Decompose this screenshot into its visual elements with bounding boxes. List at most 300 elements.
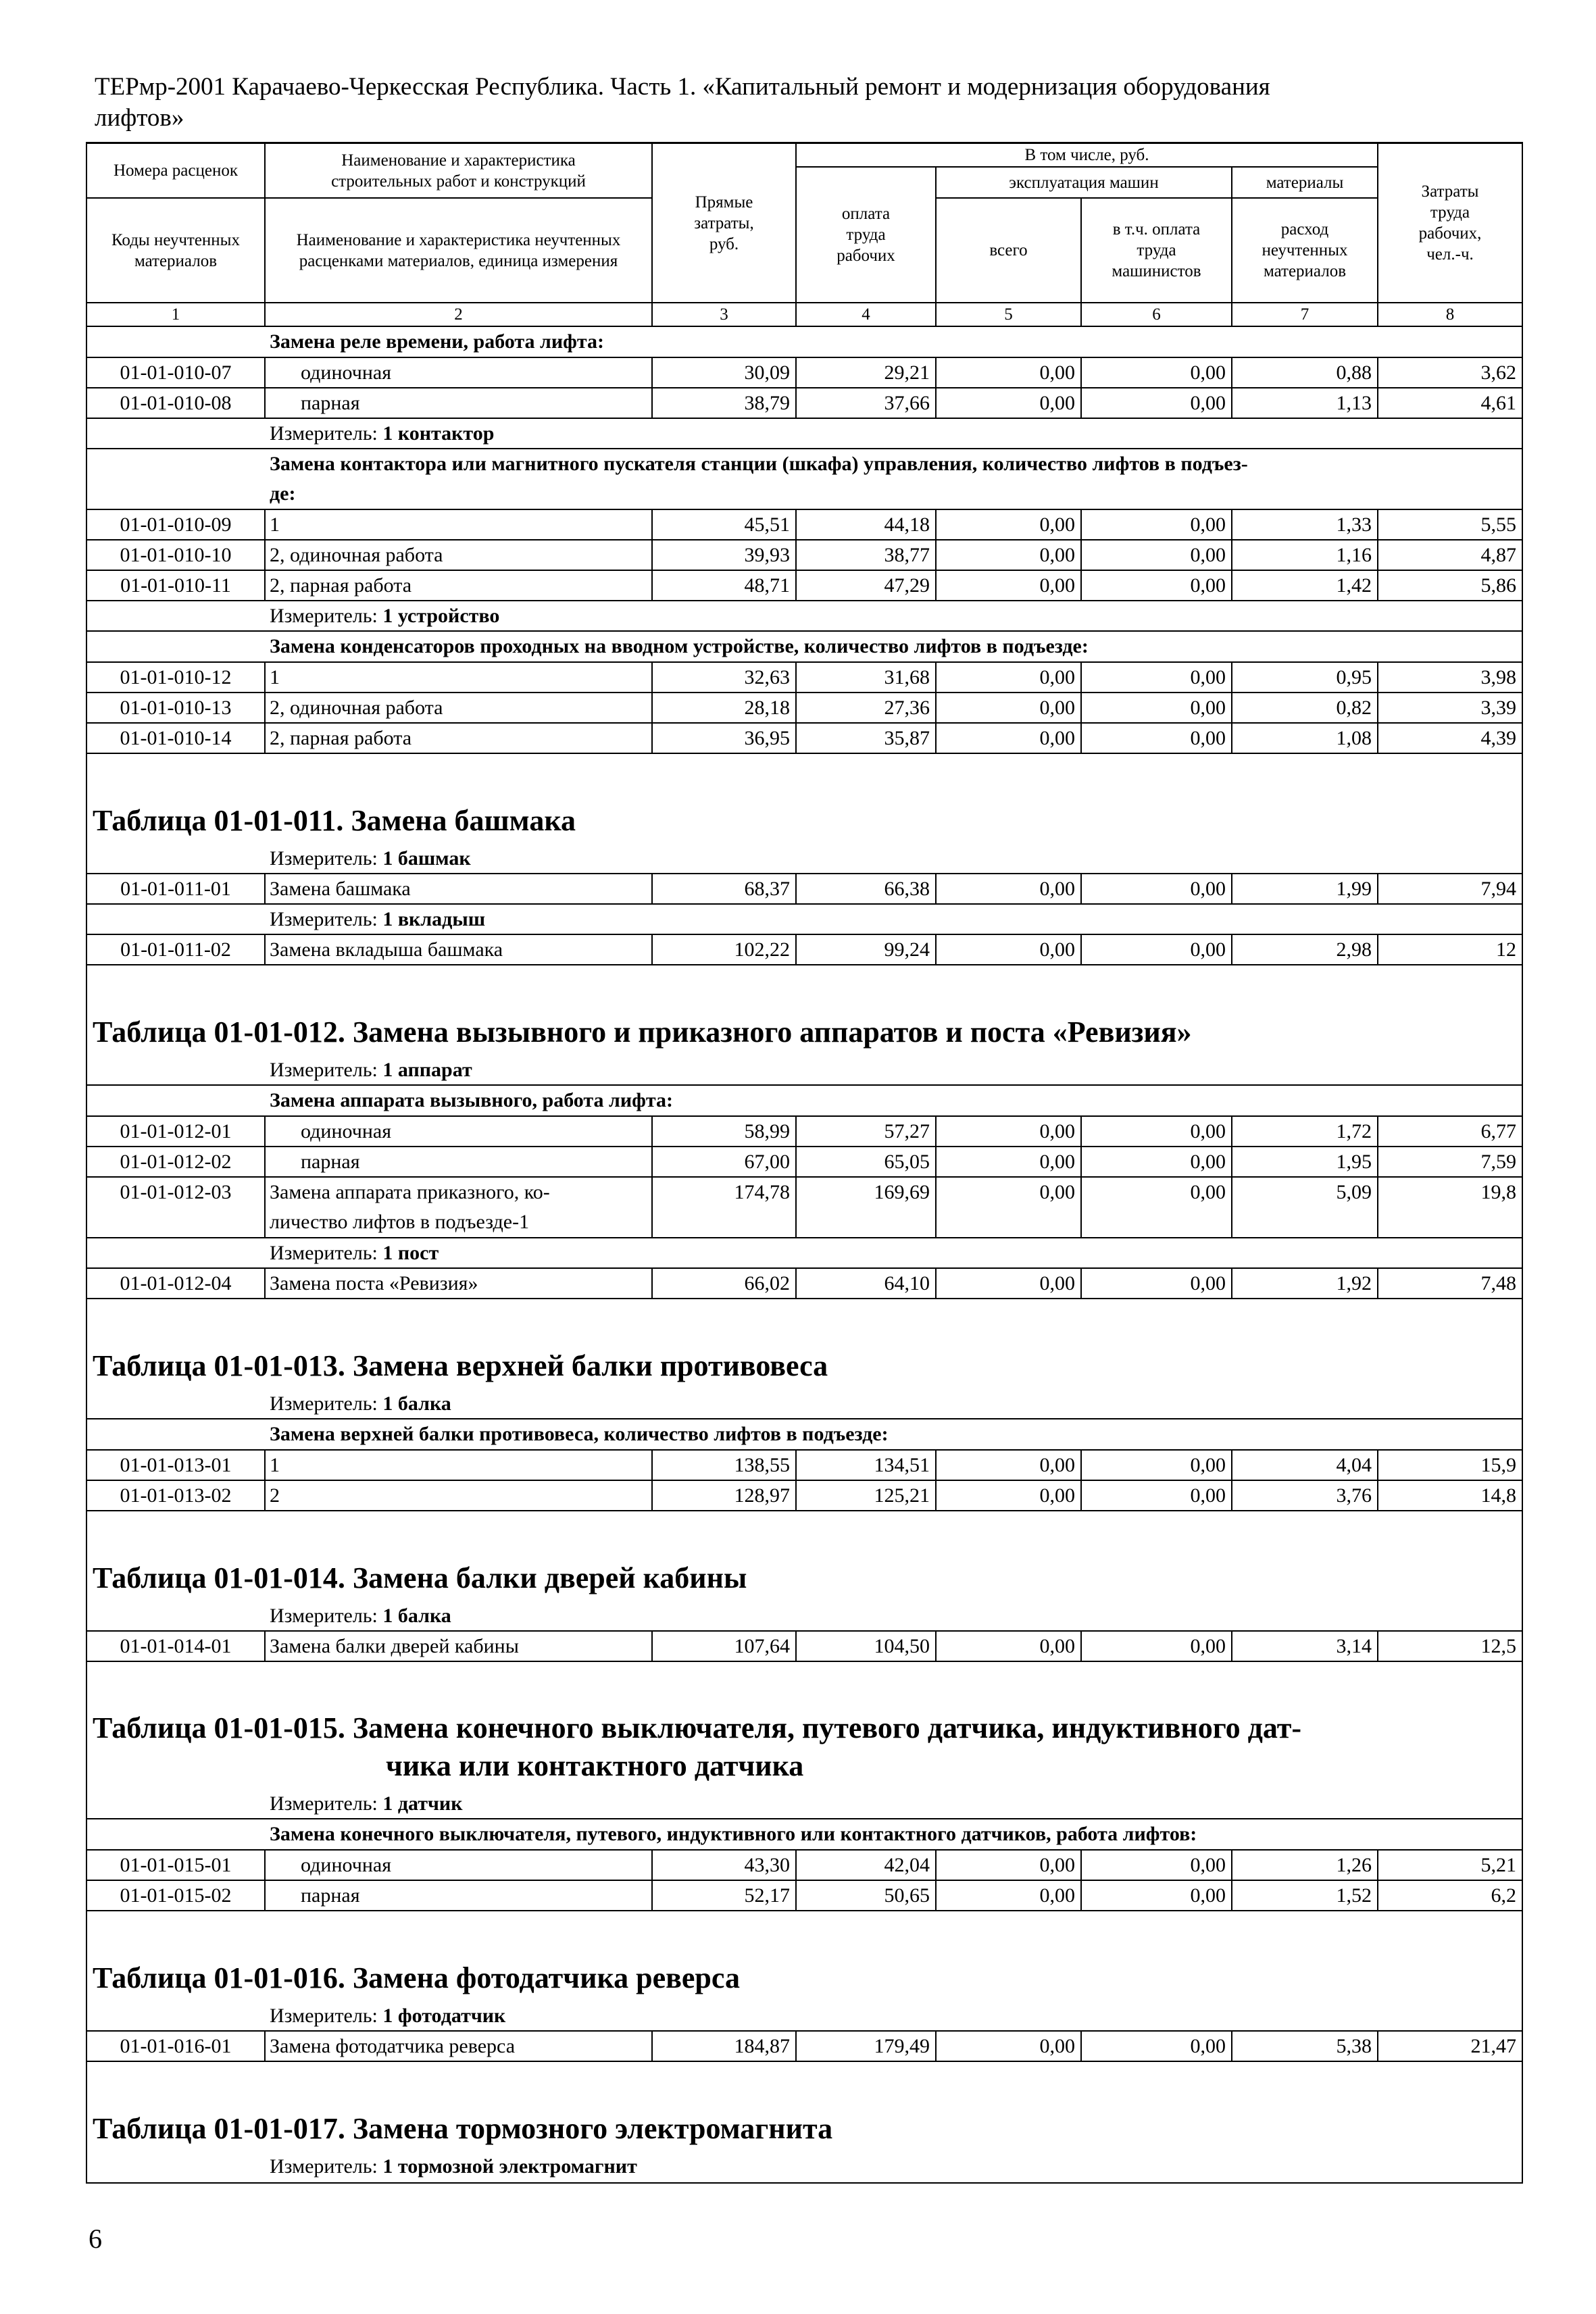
direct-costs-value: 67,00 xyxy=(653,1147,797,1176)
section-heading-line: Замена конечного выключателя, путевого, индуктивного или контактного датчиков, работа лифтов: xyxy=(270,1823,1197,1845)
table-title-line: Таблица 01-01-015. Замена конечного выключателя, путевого датчика, индуктивного дат- xyxy=(93,1711,1302,1744)
materials-value: 0,82 xyxy=(1232,693,1378,722)
column-number-5: 5 xyxy=(937,303,1082,327)
work-name xyxy=(266,571,653,600)
machines-total-value: 0,00 xyxy=(937,1178,1082,1237)
section-heading-line: Замена верхней балки противовеса, количество лифтов в подъезде: xyxy=(270,1423,889,1445)
labor-hours-value: 4,61 xyxy=(1480,392,1516,414)
machines-total-value: 0,00 xyxy=(937,663,1082,692)
table-title-block xyxy=(87,1662,1522,1789)
machines-total-value: 0,00 xyxy=(937,1147,1082,1176)
measure-text xyxy=(266,844,1522,874)
labor-hours-value: 4,87 xyxy=(1480,544,1516,566)
labor-pay-value: 35,87 xyxy=(797,724,937,753)
materials-value: 0,95 xyxy=(1232,663,1378,692)
machines-total-value: 0,00 xyxy=(937,1851,1082,1880)
work-name xyxy=(266,1851,653,1880)
measure-label: Измеритель: xyxy=(270,422,378,445)
header-col8: Затраты труда рабочих, чел.-ч. xyxy=(1378,144,1522,303)
materials-value: 1,08 xyxy=(1232,724,1378,753)
measure-label: Измеритель: xyxy=(270,847,378,870)
work-name-line: 1 xyxy=(270,513,280,536)
work-name xyxy=(266,693,653,722)
labor-hours-value: 3,98 xyxy=(1480,666,1516,688)
machines-total-value: 0,00 xyxy=(937,935,1082,964)
labor-pay-value: 64,10 xyxy=(797,1269,937,1298)
labor-pay-value: 65,05 xyxy=(797,1147,937,1176)
labor-hours-value: 4,39 xyxy=(1480,727,1516,749)
measure-label: Измеритель: xyxy=(270,1392,378,1415)
table-title-block xyxy=(87,1511,1522,1601)
table-title-line: Таблица 01-01-017. Замена тормозного электромагнита xyxy=(93,2112,833,2145)
labor-pay-value: 44,18 xyxy=(797,510,937,539)
rate-code: 01-01-010-09 xyxy=(87,510,266,539)
work-name-line: одиночная xyxy=(301,1120,391,1142)
measure-row xyxy=(87,419,1522,449)
labor-pay-value: 179,49 xyxy=(797,2032,937,2061)
section-heading xyxy=(266,1819,1522,1849)
materials-value: 5,38 xyxy=(1232,2032,1378,2061)
labor-pay-value: 134,51 xyxy=(797,1451,937,1480)
labor-hours-value: 3,62 xyxy=(1480,361,1516,384)
work-name-line: одиночная xyxy=(301,1854,391,1876)
machines-total-value: 0,00 xyxy=(937,510,1082,539)
work-name-line: Замена аппарата приказного, ко- xyxy=(270,1181,550,1203)
table-title-block xyxy=(87,2062,1522,2152)
rate-code: 01-01-011-01 xyxy=(87,874,266,903)
section-row xyxy=(87,1086,1522,1117)
work-name-line: Замена балки дверей кабины xyxy=(270,1635,519,1657)
rate-code: 01-01-010-12 xyxy=(87,663,266,692)
section-heading xyxy=(266,1419,1522,1449)
measure-row xyxy=(87,2001,1522,2032)
header-col2-bottom: Наименование и характеристика неучтенных расценками материалов, единица измерения xyxy=(266,199,653,303)
measure-unit: 1 фотодатчик xyxy=(382,2005,506,2027)
materials-value: 1,52 xyxy=(1232,1881,1378,1910)
measure-row xyxy=(87,905,1522,935)
section-heading-line: Замена аппарата вызывного, работа лифта: xyxy=(270,1089,673,1111)
work-name xyxy=(266,1178,653,1237)
measure-row xyxy=(87,1601,1522,1632)
materials-value: 1,95 xyxy=(1232,1147,1378,1176)
direct-costs-value: 38,79 xyxy=(653,388,797,418)
header-col2-top: Наименование и характеристика строительных работ и конструкций xyxy=(266,144,653,199)
header-col7: расход неучтенных материалов xyxy=(1232,199,1378,303)
machinists-pay-value: 0,00 xyxy=(1082,358,1232,387)
measure-unit: 1 пост xyxy=(382,1242,439,1264)
table-row xyxy=(87,1481,1522,1511)
measure-row xyxy=(87,1238,1522,1269)
machines-total-value: 0,00 xyxy=(937,1632,1082,1661)
materials-value: 2,98 xyxy=(1232,935,1378,964)
measure-unit: 1 тормозной электромагнит xyxy=(382,2155,637,2178)
table-title-line: Таблица 01-01-013. Замена верхней балки противовеса xyxy=(93,1349,828,1382)
labor-pay-value: 31,68 xyxy=(797,663,937,692)
work-name xyxy=(266,1481,653,1510)
work-name xyxy=(266,1147,653,1176)
measure-text xyxy=(266,905,1522,934)
rate-code: 01-01-010-11 xyxy=(87,571,266,600)
machines-total-value: 0,00 xyxy=(937,1881,1082,1910)
table-title-line: чика или контактного датчика xyxy=(386,1749,804,1782)
measure-row xyxy=(87,844,1522,874)
measure-text xyxy=(266,2001,1522,2031)
direct-costs-value: 32,63 xyxy=(653,663,797,692)
direct-costs-value: 138,55 xyxy=(653,1451,797,1480)
table-title-block xyxy=(87,1299,1522,1389)
table-row xyxy=(87,1881,1522,1911)
measure-label: Измеритель: xyxy=(270,605,378,627)
column-number-4: 4 xyxy=(797,303,937,327)
measure-label: Измеритель: xyxy=(270,1242,378,1264)
document-title-line1: ТЕРмр-2001 Карачаево-Черкесская Республика. Часть 1. «Капитальный ремонт и модернизация оборудования xyxy=(95,73,1270,101)
table-row xyxy=(87,1632,1522,1662)
table-header xyxy=(87,142,1522,327)
rate-code: 01-01-011-02 xyxy=(87,935,266,964)
rate-code: 01-01-010-08 xyxy=(87,388,266,418)
section-heading-line: де: xyxy=(270,482,296,505)
work-name-line: 2, одиночная работа xyxy=(270,697,443,719)
measure-label: Измеритель: xyxy=(270,1792,378,1815)
direct-costs-value: 68,37 xyxy=(653,874,797,903)
work-name-line: 2, одиночная работа xyxy=(270,544,443,566)
column-number-8: 8 xyxy=(1378,303,1522,327)
machinists-pay-value: 0,00 xyxy=(1082,1269,1232,1298)
materials-value: 1,33 xyxy=(1232,510,1378,539)
section-row xyxy=(87,1419,1522,1451)
labor-pay-value: 99,24 xyxy=(797,935,937,964)
materials-value: 1,16 xyxy=(1232,540,1378,570)
direct-costs-value: 102,22 xyxy=(653,935,797,964)
header-col5: всего xyxy=(937,199,1082,303)
rate-code: 01-01-010-14 xyxy=(87,724,266,753)
direct-costs-value: 30,09 xyxy=(653,358,797,387)
materials-value: 1,72 xyxy=(1232,1117,1378,1146)
table-title xyxy=(93,1959,740,1997)
direct-costs-value: 107,64 xyxy=(653,1632,797,1661)
labor-hours-value: 5,86 xyxy=(1480,574,1516,597)
rate-code: 01-01-012-04 xyxy=(87,1269,266,1298)
work-name xyxy=(266,1632,653,1661)
rate-code: 01-01-013-01 xyxy=(87,1451,266,1480)
labor-hours-value: 21,47 xyxy=(1470,2035,1516,2057)
work-name-line: 2 xyxy=(270,1484,280,1507)
table-title-line: Таблица 01-01-016. Замена фотодатчика реверса xyxy=(93,1961,740,1994)
labor-pay-value: 57,27 xyxy=(797,1117,937,1146)
labor-hours-value: 3,39 xyxy=(1480,697,1516,719)
section-row xyxy=(87,1819,1522,1851)
header-col4: оплата труда рабочих xyxy=(797,168,937,303)
table-row xyxy=(87,724,1522,754)
measure-unit: 1 контактор xyxy=(382,422,495,445)
work-name-line: личество лифтов в подъезде-1 xyxy=(270,1211,530,1233)
measure-label: Измеритель: xyxy=(270,2005,378,2027)
section-row xyxy=(87,327,1522,358)
measure-text xyxy=(266,419,1522,449)
table-row xyxy=(87,1269,1522,1299)
work-name xyxy=(266,935,653,964)
section-heading-line: Замена реле времени, работа лифта: xyxy=(270,330,604,353)
rate-code: 01-01-010-07 xyxy=(87,358,266,387)
measure-text xyxy=(266,2152,1522,2182)
table-row xyxy=(87,1147,1522,1178)
table-title-block xyxy=(87,754,1522,844)
table-row xyxy=(87,510,1522,540)
direct-costs-value: 43,30 xyxy=(653,1851,797,1880)
labor-hours-value: 7,59 xyxy=(1480,1151,1516,1173)
work-name xyxy=(266,358,653,387)
work-name-line: Замена вкладыша башмака xyxy=(270,938,503,961)
direct-costs-value: 184,87 xyxy=(653,2032,797,2061)
section-heading xyxy=(266,327,1522,357)
measure-label: Измеритель: xyxy=(270,2155,378,2178)
machinists-pay-value: 0,00 xyxy=(1082,510,1232,539)
work-name-line: 1 xyxy=(270,1454,280,1476)
rate-code: 01-01-015-01 xyxy=(87,1851,266,1880)
machines-total-value: 0,00 xyxy=(937,1451,1082,1480)
table-row xyxy=(87,1851,1522,1881)
machinists-pay-value: 0,00 xyxy=(1082,1178,1232,1237)
page-number: 6 xyxy=(89,2223,102,2254)
labor-hours-value: 7,94 xyxy=(1480,878,1516,900)
measure-unit: 1 вкладыш xyxy=(382,908,486,930)
work-name-line: парная xyxy=(301,392,360,414)
machines-total-value: 0,00 xyxy=(937,571,1082,600)
table-title-line: Таблица 01-01-012. Замена вызывного и приказного аппаратов и поста «Ревизия» xyxy=(93,1015,1192,1049)
document-title-line2: лифтов» xyxy=(95,104,184,132)
machines-total-value: 0,00 xyxy=(937,724,1082,753)
machinists-pay-value: 0,00 xyxy=(1082,724,1232,753)
measure-text xyxy=(266,1238,1522,1268)
column-number-2: 2 xyxy=(266,303,653,327)
work-name xyxy=(266,1451,653,1480)
measure-unit: 1 устройство xyxy=(382,605,500,627)
materials-value: 4,04 xyxy=(1232,1451,1378,1480)
header-including: В том числе, руб. xyxy=(797,144,1378,168)
header-col1-top: Номера расценок xyxy=(87,144,266,199)
table-title xyxy=(93,2110,832,2148)
work-name-line: парная xyxy=(301,1884,360,1907)
table-title-block xyxy=(87,1911,1522,2001)
machinists-pay-value: 0,00 xyxy=(1082,1881,1232,1910)
labor-pay-value: 42,04 xyxy=(797,1851,937,1880)
header-col6: в т.ч. оплата труда машинистов xyxy=(1082,199,1232,303)
table-body xyxy=(87,327,1522,2182)
materials-value: 5,09 xyxy=(1232,1178,1378,1237)
measure-unit: 1 балка xyxy=(382,1605,451,1627)
labor-hours-value: 12 xyxy=(1496,938,1516,961)
table-row xyxy=(87,540,1522,571)
materials-value: 3,14 xyxy=(1232,1632,1378,1661)
labor-pay-value: 47,29 xyxy=(797,571,937,600)
labor-pay-value: 29,21 xyxy=(797,358,937,387)
measure-label: Измеритель: xyxy=(270,1059,378,1081)
work-name xyxy=(266,663,653,692)
machines-total-value: 0,00 xyxy=(937,693,1082,722)
labor-hours-value: 12,5 xyxy=(1480,1635,1516,1657)
machinists-pay-value: 0,00 xyxy=(1082,540,1232,570)
work-name-line: Замена фотодатчика реверса xyxy=(270,2035,516,2057)
table-row xyxy=(87,874,1522,905)
direct-costs-value: 48,71 xyxy=(653,571,797,600)
table-title-block xyxy=(87,965,1522,1055)
header-machines: эксплуатация машин xyxy=(937,168,1232,199)
measure-text xyxy=(266,1389,1522,1419)
direct-costs-value: 45,51 xyxy=(653,510,797,539)
rate-code: 01-01-013-02 xyxy=(87,1481,266,1510)
materials-value: 1,92 xyxy=(1232,1269,1378,1298)
measure-text xyxy=(266,1055,1522,1085)
work-name-line: 1 xyxy=(270,666,280,688)
work-name xyxy=(266,1117,653,1146)
labor-pay-value: 66,38 xyxy=(797,874,937,903)
machinists-pay-value: 0,00 xyxy=(1082,388,1232,418)
table-row xyxy=(87,388,1522,419)
column-number-7: 7 xyxy=(1232,303,1378,327)
rate-code: 01-01-015-02 xyxy=(87,1881,266,1910)
work-name-line: одиночная xyxy=(301,361,391,384)
labor-pay-value: 38,77 xyxy=(797,540,937,570)
work-name xyxy=(266,874,653,903)
work-name xyxy=(266,1269,653,1298)
measure-text xyxy=(266,601,1522,631)
section-heading xyxy=(266,449,1522,509)
direct-costs-value: 58,99 xyxy=(653,1117,797,1146)
machinists-pay-value: 0,00 xyxy=(1082,663,1232,692)
measure-unit: 1 аппарат xyxy=(382,1059,472,1081)
labor-hours-value: 6,77 xyxy=(1480,1120,1516,1142)
table-title xyxy=(93,1013,1192,1051)
section-heading xyxy=(266,1086,1522,1115)
measure-text xyxy=(266,1789,1522,1819)
direct-costs-value: 28,18 xyxy=(653,693,797,722)
work-name xyxy=(266,2032,653,2061)
labor-pay-value: 50,65 xyxy=(797,1881,937,1910)
column-number-6: 6 xyxy=(1082,303,1232,327)
direct-costs-value: 52,17 xyxy=(653,1881,797,1910)
labor-pay-value: 169,69 xyxy=(797,1178,937,1237)
direct-costs-value: 36,95 xyxy=(653,724,797,753)
table-row xyxy=(87,1117,1522,1147)
section-heading-line: Замена конденсаторов проходных на вводном устройстве, количество лифтов в подъезде: xyxy=(270,635,1089,657)
table-title xyxy=(93,1347,828,1385)
machinists-pay-value: 0,00 xyxy=(1082,2032,1232,2061)
measure-row xyxy=(87,2152,1522,2182)
table-title xyxy=(93,1559,747,1597)
machines-total-value: 0,00 xyxy=(937,540,1082,570)
direct-costs-value: 66,02 xyxy=(653,1269,797,1298)
rate-code: 01-01-012-03 xyxy=(87,1178,266,1237)
table-title xyxy=(93,802,576,840)
work-name xyxy=(266,388,653,418)
machines-total-value: 0,00 xyxy=(937,358,1082,387)
labor-hours-value: 19,8 xyxy=(1480,1181,1516,1203)
measure-row xyxy=(87,601,1522,632)
table-row xyxy=(87,358,1522,388)
work-name-line: 2, парная работа xyxy=(270,574,412,597)
direct-costs-value: 39,93 xyxy=(653,540,797,570)
table-title xyxy=(93,1709,1301,1785)
labor-pay-value: 104,50 xyxy=(797,1632,937,1661)
labor-hours-value: 5,21 xyxy=(1480,1854,1516,1876)
rates-table xyxy=(86,142,1523,2184)
section-row xyxy=(87,632,1522,663)
rate-code: 01-01-012-01 xyxy=(87,1117,266,1146)
labor-pay-value: 37,66 xyxy=(797,388,937,418)
column-number-3: 3 xyxy=(653,303,797,327)
labor-hours-value: 15,9 xyxy=(1480,1454,1516,1476)
table-row xyxy=(87,571,1522,601)
machinists-pay-value: 0,00 xyxy=(1082,693,1232,722)
labor-hours-value: 5,55 xyxy=(1480,513,1516,536)
machinists-pay-value: 0,00 xyxy=(1082,1851,1232,1880)
table-row xyxy=(87,2032,1522,2062)
machinists-pay-value: 0,00 xyxy=(1082,1451,1232,1480)
machines-total-value: 0,00 xyxy=(937,1269,1082,1298)
header-col1-bottom: Коды неучтенных материалов xyxy=(87,199,266,303)
section-heading xyxy=(266,632,1522,661)
machinists-pay-value: 0,00 xyxy=(1082,1147,1232,1176)
direct-costs-value: 174,78 xyxy=(653,1178,797,1237)
table-title-line: Таблица 01-01-014. Замена балки дверей кабины xyxy=(93,1561,747,1594)
measure-text xyxy=(266,1601,1522,1631)
header-materials: материалы xyxy=(1232,168,1378,199)
machinists-pay-value: 0,00 xyxy=(1082,1481,1232,1510)
table-row xyxy=(87,663,1522,693)
work-name xyxy=(266,1881,653,1910)
machines-total-value: 0,00 xyxy=(937,2032,1082,2061)
machinists-pay-value: 0,00 xyxy=(1082,571,1232,600)
labor-hours-value: 6,2 xyxy=(1491,1884,1516,1907)
work-name-line: Замена поста «Ревизия» xyxy=(270,1272,478,1294)
machinists-pay-value: 0,00 xyxy=(1082,935,1232,964)
labor-hours-value: 7,48 xyxy=(1480,1272,1516,1294)
materials-value: 3,76 xyxy=(1232,1481,1378,1510)
materials-value: 1,13 xyxy=(1232,388,1378,418)
measure-row xyxy=(87,1789,1522,1819)
header-col3: Прямые затраты, руб. xyxy=(653,144,797,303)
labor-hours-value: 14,8 xyxy=(1480,1484,1516,1507)
machinists-pay-value: 0,00 xyxy=(1082,1632,1232,1661)
table-row xyxy=(87,1451,1522,1481)
materials-value: 1,99 xyxy=(1232,874,1378,903)
work-name-line: парная xyxy=(301,1151,360,1173)
materials-value: 0,88 xyxy=(1232,358,1378,387)
table-row xyxy=(87,1178,1522,1238)
measure-row xyxy=(87,1055,1522,1086)
machinists-pay-value: 0,00 xyxy=(1082,874,1232,903)
work-name xyxy=(266,540,653,570)
measure-unit: 1 датчик xyxy=(382,1792,463,1815)
materials-value: 1,26 xyxy=(1232,1851,1378,1880)
labor-pay-value: 27,36 xyxy=(797,693,937,722)
materials-value: 1,42 xyxy=(1232,571,1378,600)
rate-code: 01-01-016-01 xyxy=(87,2032,266,2061)
table-row xyxy=(87,935,1522,965)
table-row xyxy=(87,693,1522,724)
measure-unit: 1 балка xyxy=(382,1392,451,1415)
rate-code: 01-01-010-10 xyxy=(87,540,266,570)
machines-total-value: 0,00 xyxy=(937,1481,1082,1510)
measure-unit: 1 башмак xyxy=(382,847,471,870)
rate-code: 01-01-010-13 xyxy=(87,693,266,722)
direct-costs-value: 128,97 xyxy=(653,1481,797,1510)
work-name xyxy=(266,510,653,539)
measure-row xyxy=(87,1389,1522,1419)
machines-total-value: 0,00 xyxy=(937,388,1082,418)
machinists-pay-value: 0,00 xyxy=(1082,1117,1232,1146)
work-name xyxy=(266,724,653,753)
